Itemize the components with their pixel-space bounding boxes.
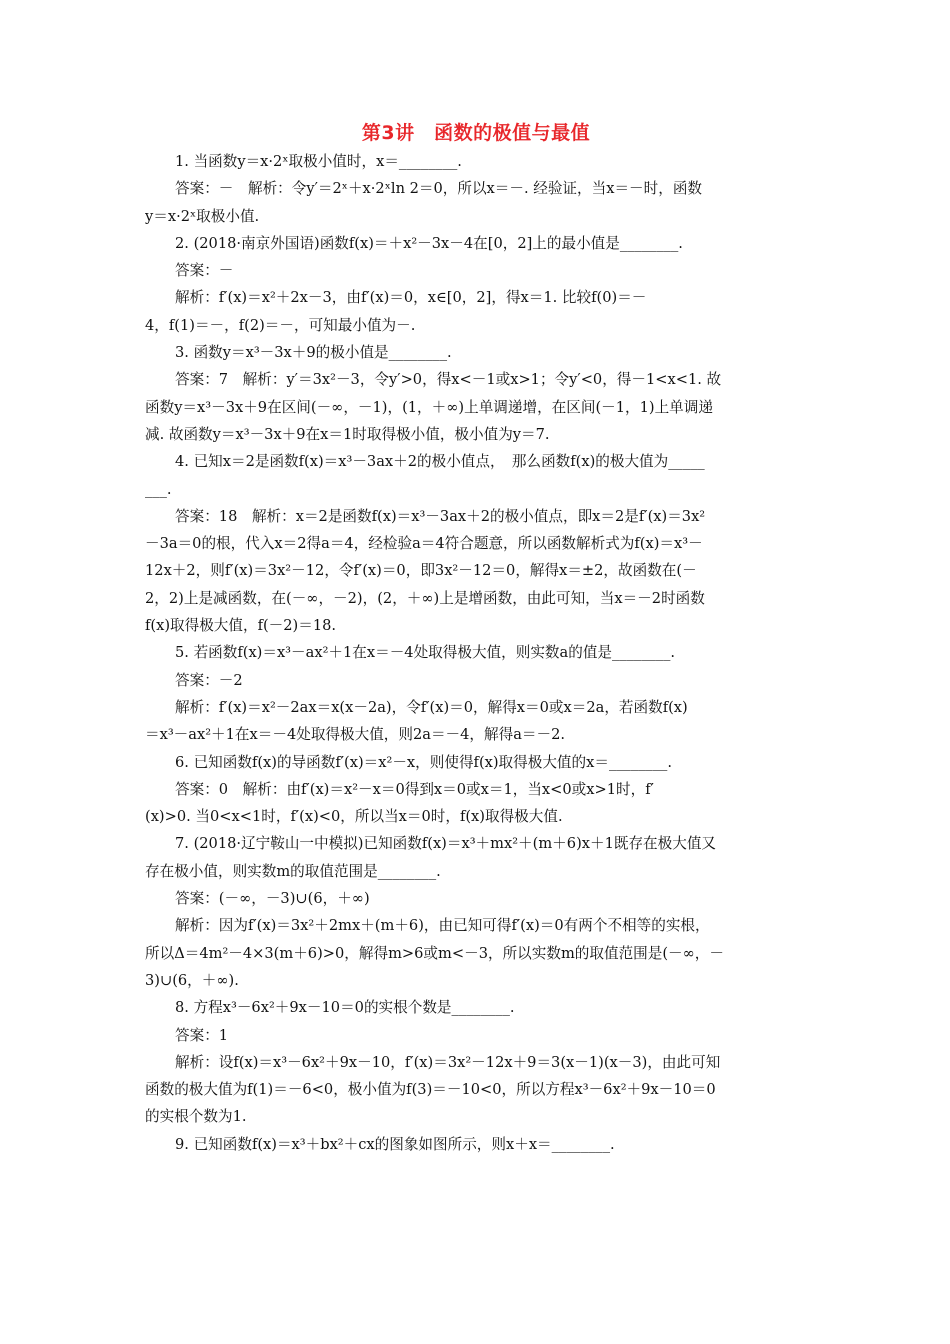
text-line: 的实根个数为1.: [145, 1108, 247, 1126]
text-line: 3. 函数y＝x³－3x＋9的极小值是________.: [175, 344, 452, 362]
text-line: 3)∪(6，＋∞).: [145, 971, 239, 989]
text-line: 2，2)上是减函数，在(－∞，－2)，(2，＋∞)上是增函数，由此可知，当x＝－2时函数: [145, 589, 705, 607]
text-line: 解析：f′(x)＝x²＋2x－3，由f′(x)＝0，x∈[0，2]，得x＝1. 比较f(0)＝－: [175, 289, 647, 307]
text-line: 1. 当函数y＝x·2ˣ取极小值时，x＝________.: [175, 153, 462, 170]
text-line: 4，f(1)＝－，f(2)＝－，可知最小值为－.: [145, 316, 416, 334]
text-line: 答案：(－∞，－3)∪(6，＋∞): [175, 890, 370, 908]
text-line: 答案：－2: [175, 671, 243, 689]
text-line: 4. 已知x＝2是函数f(x)＝x³－3ax＋2的极小值点， 那么函数f(x)的极大值为_____: [175, 453, 705, 471]
text-line: 9. 已知函数f(x)＝x³＋bx²＋cx的图象如图所示，则x＋x＝________.: [175, 1135, 615, 1153]
text-line: 答案：1: [175, 1026, 229, 1044]
text-line: 答案：0 解析：由f′(x)＝x²－x＝0得到x＝0或x＝1，当x<0或x>1时，f′: [175, 780, 654, 798]
text-line: f(x)取得极大值，f(－2)＝18.: [145, 617, 337, 635]
text-line: 减. 故函数y＝x³－3x＋9在x＝1时取得极小值，极小值为y＝7.: [145, 425, 550, 443]
text-line: 答案：－ 解析：令y′＝2ˣ＋x·2ˣln 2＝0，所以x＝－. 经验证，当x＝－时，函数: [175, 180, 703, 198]
text-line: 解析：设f(x)＝x³－6x²＋9x－10，f′(x)＝3x²－12x＋9＝3(x－1)(x－3)，由此可知: [175, 1053, 721, 1071]
text-line: 6. 已知函数f(x)的导函数f′(x)＝x²－x，则使得f(x)取得极大值的x＝________.: [175, 753, 672, 771]
text-line: ＝x³－ax²＋1在x＝－4处取得极大值，则2a＝－4，解得a＝－2.: [145, 726, 566, 744]
text-line: 7. (2018·辽宁鞍山一中模拟)已知函数f(x)＝x³＋mx²＋(m＋6)x＋1既存在极大值又: [175, 835, 717, 853]
text-line: －3a＝0的根，代入x＝2得a＝4，经检验a＝4符合题意，所以函数解析式为f(x)＝x³－: [145, 535, 703, 553]
text-line: (x)>0. 当0<x<1时，f′(x)<0，所以当x＝0时，f(x)取得极大值.: [145, 808, 563, 826]
text-line: 答案：18 解析：x＝2是函数f(x)＝x³－3ax＋2的极小值点，即x＝2是f′(x)＝3x²: [175, 507, 706, 525]
text-line: 答案：7 解析：y′＝3x²－3，令y′>0，得x<－1或x>1；令y′<0，得－1<x<1. 故: [175, 371, 722, 389]
text-line: 函数y＝x³－3x＋9在区间(－∞，－1)，(1，＋∞)上单调递增，在区间(－1，1)上单调递: [145, 398, 713, 416]
text-line: 答案：－: [175, 262, 234, 280]
text-line: 解析：因为f′(x)＝3x²＋2mx＋(m＋6)，由已知可得f′(x)＝0有两个不相等的实根，: [175, 917, 710, 935]
text-line: 5. 若函数f(x)＝x³－ax²＋1在x＝－4处取得极大值，则实数a的值是________.: [175, 644, 676, 662]
text-line: 8. 方程x³－6x²＋9x－10＝0的实根个数是________.: [175, 999, 515, 1017]
page-title: 第3讲 函数的极值与最值: [361, 122, 591, 144]
document-page: [145, 118, 807, 1158]
text-line: 2. (2018·南京外国语)函数f(x)＝＋x²－3x－4在[0，2]上的最小值是________.: [175, 234, 683, 252]
text-line: y＝x·2ˣ取极小值.: [145, 207, 260, 225]
document-body: [145, 148, 807, 1158]
text-line: ___.: [145, 480, 172, 498]
text-line: 存在极小值，则实数m的取值范围是________.: [145, 862, 441, 880]
text-line: 解析：f′(x)＝x²－2ax＝x(x－2a)，令f′(x)＝0，解得x＝0或x＝2a，若函数f(x): [175, 698, 688, 716]
text-line: 函数的极大值为f(1)＝－6<0，极小值为f(3)＝－10<0，所以方程x³－6x²＋9x－10＝0: [145, 1081, 716, 1099]
text-line: 12x＋2，则f′(x)＝3x²－12，令f′(x)＝0，即3x²－12＝0，解得x＝±2，故函数在(－: [145, 562, 697, 580]
text-line: 所以Δ＝4m²－4×3(m＋6)>0，解得m>6或m<－3，所以实数m的取值范围是(－∞，－: [145, 944, 724, 962]
